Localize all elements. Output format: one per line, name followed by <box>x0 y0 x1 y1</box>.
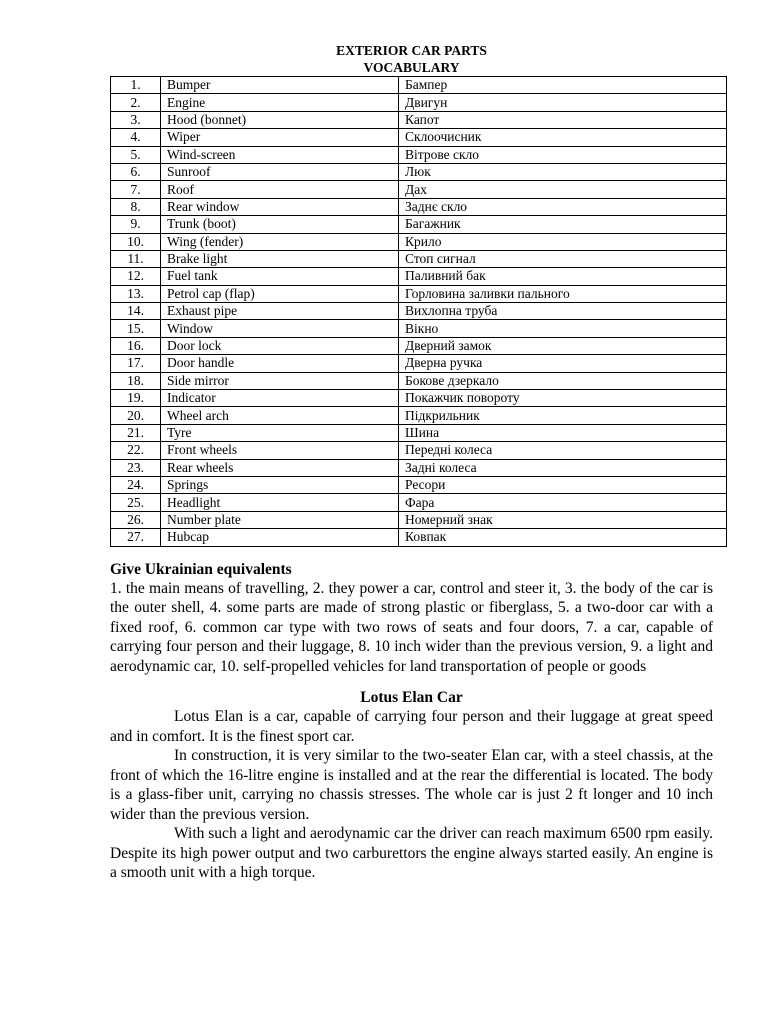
ukrainian-term: Вітрове скло <box>399 146 727 163</box>
row-number: 18. <box>111 372 161 389</box>
row-number: 12. <box>111 268 161 285</box>
row-number: 14. <box>111 303 161 320</box>
english-term: Trunk (boot) <box>161 216 399 233</box>
english-term: Bumper <box>161 77 399 94</box>
ukrainian-term: Номерний знак <box>399 511 727 528</box>
row-number: 10. <box>111 233 161 250</box>
row-number: 4. <box>111 129 161 146</box>
ukrainian-term: Ковпак <box>399 529 727 546</box>
english-term: Brake light <box>161 250 399 267</box>
row-number: 3. <box>111 111 161 128</box>
row-number: 17. <box>111 355 161 372</box>
row-number: 26. <box>111 511 161 528</box>
table-row <box>111 390 727 407</box>
english-term: Rear window <box>161 198 399 215</box>
row-number: 16. <box>111 337 161 354</box>
row-number: 19. <box>111 390 161 407</box>
ukrainian-term: Бокове дзеркало <box>399 372 727 389</box>
row-number: 23. <box>111 459 161 476</box>
row-number: 7. <box>111 181 161 198</box>
ukrainian-term: Підкрильник <box>399 407 727 424</box>
vocabulary-table <box>110 76 727 547</box>
ukrainian-term: Крило <box>399 233 727 250</box>
english-term: Wing (fender) <box>161 233 399 250</box>
ukrainian-term: Заднє скло <box>399 198 727 215</box>
table-row <box>111 129 727 146</box>
ukrainian-term: Капот <box>399 111 727 128</box>
english-term: Rear wheels <box>161 459 399 476</box>
ukrainian-term: Передні колеса <box>399 442 727 459</box>
english-term: Fuel tank <box>161 268 399 285</box>
english-term: Window <box>161 320 399 337</box>
article-paragraph: With such a light and aerodynamic car the driver can reach maximum 6500 rpm easily. Despite its high power output and two carburettors the engine always started easily. An engine is a smooth unit with a high torque. <box>110 825 713 882</box>
table-row <box>111 494 727 511</box>
ukrainian-term: Багажник <box>399 216 727 233</box>
english-term: Roof <box>161 181 399 198</box>
table-row <box>111 111 727 128</box>
ukrainian-term: Склоочисник <box>399 129 727 146</box>
article-paragraph: In construction, it is very similar to the two-seater Elan car, with a steel chassis, at the front of which the 16-litre engine is installed and at the rear the differential is located. The body is a glass-fiber unit, carrying no chassis stresses. The whole car is just 2 ft longer and 10 inch wider than the previous version. <box>110 747 713 823</box>
ukrainian-term: Двигун <box>399 94 727 111</box>
row-number: 13. <box>111 285 161 302</box>
table-row <box>111 320 727 337</box>
table-row <box>111 216 727 233</box>
table-row <box>111 459 727 476</box>
ukrainian-term: Покажчик повороту <box>399 390 727 407</box>
table-row <box>111 337 727 354</box>
ukrainian-term: Ресори <box>399 476 727 493</box>
table-row <box>111 94 727 111</box>
ukrainian-term: Паливний бак <box>399 268 727 285</box>
row-number: 11. <box>111 250 161 267</box>
table-row <box>111 372 727 389</box>
document-title: EXTERIOR CAR PARTS <box>336 43 487 58</box>
table-row <box>111 146 727 163</box>
table-row <box>111 285 727 302</box>
article-title: Lotus Elan Car <box>360 689 463 707</box>
row-number: 8. <box>111 198 161 215</box>
table-row <box>111 198 727 215</box>
row-number: 25. <box>111 494 161 511</box>
table-row <box>111 424 727 441</box>
document-page <box>110 42 713 883</box>
ukrainian-term: Дверний замок <box>399 337 727 354</box>
row-number: 24. <box>111 476 161 493</box>
row-number: 2. <box>111 94 161 111</box>
ukrainian-term: Дверна ручка <box>399 355 727 372</box>
row-number: 1. <box>111 77 161 94</box>
english-term: Exhaust pipe <box>161 303 399 320</box>
english-term: Side mirror <box>161 372 399 389</box>
table-row <box>111 77 727 94</box>
table-row <box>111 355 727 372</box>
english-term: Headlight <box>161 494 399 511</box>
row-number: 9. <box>111 216 161 233</box>
table-row <box>111 233 727 250</box>
english-term: Springs <box>161 476 399 493</box>
ukrainian-term: Горловина заливки пального <box>399 285 727 302</box>
row-number: 27. <box>111 529 161 546</box>
ukrainian-term: Вихлопна труба <box>399 303 727 320</box>
ukrainian-term: Бампер <box>399 77 727 94</box>
exercise-heading: Give Ukrainian equivalents <box>110 560 292 578</box>
row-number: 6. <box>111 163 161 180</box>
article-paragraph: Lotus Elan is a car, capable of carrying four person and their luggage at great speed and in comfort. It is the finest sport car. <box>110 708 713 745</box>
ukrainian-term: Шина <box>399 424 727 441</box>
english-term: Wiper <box>161 129 399 146</box>
english-term: Wind-screen <box>161 146 399 163</box>
english-term: Hood (bonnet) <box>161 111 399 128</box>
english-term: Hubcap <box>161 529 399 546</box>
document-subtitle: VOCABULARY <box>363 60 460 75</box>
table-row <box>111 268 727 285</box>
ukrainian-term: Фара <box>399 494 727 511</box>
english-term: Wheel arch <box>161 407 399 424</box>
table-row <box>111 407 727 424</box>
table-row <box>111 163 727 180</box>
exercise-text: 1. the main means of travelling, 2. they power a car, control and steer it, 3. the body of the car is the outer shell, 4. some parts are made of strong plastic or fiberglass, 5. a two-door car with a fixed roof, 6. common car type with two rows of seats and four doors, 7. a car, capable of carrying four person and their luggage, 8. 10 inch wider than the previous version, 9. a light and aerodynamic car, 10. self-propelled vehicles for land transportation of people or goods <box>110 579 713 675</box>
english-term: Engine <box>161 94 399 111</box>
row-number: 15. <box>111 320 161 337</box>
ukrainian-term: Дах <box>399 181 727 198</box>
vocabulary-table-body <box>111 77 727 547</box>
english-term: Indicator <box>161 390 399 407</box>
table-row <box>111 303 727 320</box>
english-term: Sunroof <box>161 163 399 180</box>
row-number: 21. <box>111 424 161 441</box>
table-row <box>111 476 727 493</box>
english-term: Petrol cap (flap) <box>161 285 399 302</box>
table-row <box>111 511 727 528</box>
english-term: Front wheels <box>161 442 399 459</box>
english-term: Number plate <box>161 511 399 528</box>
ukrainian-term: Вікно <box>399 320 727 337</box>
english-term: Tyre <box>161 424 399 441</box>
row-number: 22. <box>111 442 161 459</box>
table-row <box>111 442 727 459</box>
english-term: Door handle <box>161 355 399 372</box>
table-row <box>111 250 727 267</box>
english-term: Door lock <box>161 337 399 354</box>
ukrainian-term: Стоп сигнал <box>399 250 727 267</box>
row-number: 20. <box>111 407 161 424</box>
table-row <box>111 181 727 198</box>
ukrainian-term: Люк <box>399 163 727 180</box>
table-row <box>111 529 727 546</box>
ukrainian-term: Задні колеса <box>399 459 727 476</box>
row-number: 5. <box>111 146 161 163</box>
